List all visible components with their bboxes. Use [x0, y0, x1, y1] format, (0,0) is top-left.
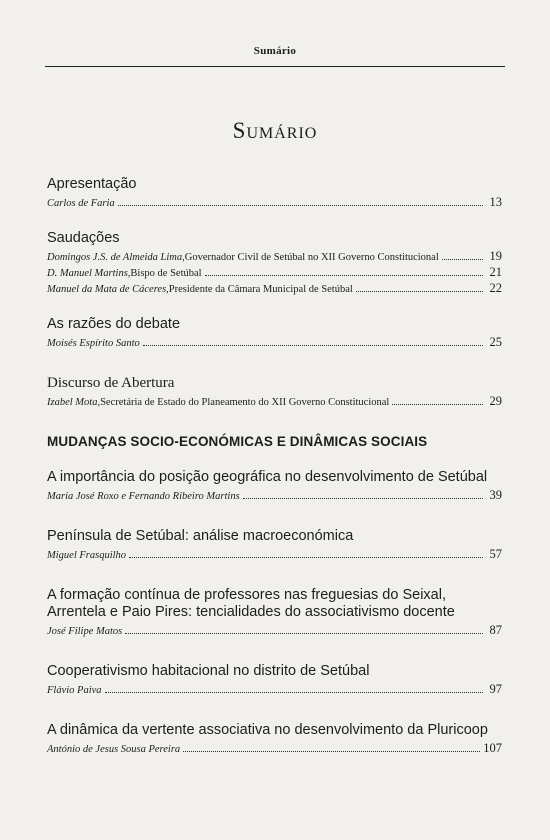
dot-leader	[243, 498, 483, 499]
page-title: Sumário	[232, 118, 318, 143]
entry-author: D. Manuel Martins,	[47, 268, 131, 279]
toc-section	[47, 176, 502, 211]
toc-section	[47, 722, 502, 757]
toc-section	[47, 375, 502, 410]
page-number: 107	[483, 741, 502, 755]
toc-entry[interactable]	[47, 488, 502, 504]
toc-entry[interactable]	[47, 623, 502, 639]
section-heading: Saudações	[47, 230, 120, 246]
header-rule	[45, 66, 505, 67]
toc-entry[interactable]	[47, 394, 502, 410]
entry-author: Carlos de Faria	[47, 198, 115, 209]
toc-entry[interactable]	[47, 335, 502, 351]
page-number: 22	[489, 281, 502, 295]
toc-entry[interactable]	[47, 249, 502, 265]
section-heading: Península de Setúbal: análise macroeconómica	[47, 528, 354, 544]
toc-entry[interactable]	[47, 195, 502, 211]
page-number: 29	[489, 394, 502, 408]
entry-author: Miguel Frasquilho	[47, 550, 127, 561]
part-title: MUDANÇAS SOCIO-ECONÓMICAS E DINÂMICAS SOCIAIS	[47, 434, 428, 449]
toc-entry[interactable]	[47, 281, 502, 297]
toc-entry[interactable]	[47, 741, 502, 757]
page-number: 57	[489, 547, 502, 561]
entry-author: Maria José Roxo e Fernando Ribeiro Martins	[47, 491, 240, 502]
page-number: 97	[489, 682, 502, 696]
page-number: 19	[489, 249, 502, 263]
dot-leader	[356, 291, 483, 292]
dot-leader	[129, 557, 483, 558]
entry-author: Izabel Mota,	[47, 397, 101, 408]
toc-section	[47, 469, 502, 504]
toc-section	[47, 663, 502, 698]
toc-section	[47, 230, 502, 297]
dot-leader	[143, 345, 483, 346]
toc-section	[47, 587, 502, 639]
entry-author: Manuel da Mata de Cáceres,	[47, 284, 169, 295]
entry-author: Moisés Espírito Santo	[47, 338, 140, 349]
table-of-contents	[47, 176, 502, 781]
toc-entry[interactable]	[47, 682, 502, 698]
page-number: 13	[489, 195, 502, 209]
page-number: 21	[489, 265, 502, 279]
entry-author: Flávio Paiva	[47, 685, 102, 696]
dot-leader	[392, 404, 483, 405]
dot-leader	[183, 751, 480, 752]
entry-author: Domingos J.S. de Almeida Lima,	[47, 252, 185, 263]
section-heading: A importância do posição geográfica no desenvolvimento de Setúbal	[47, 469, 488, 485]
section-heading: Cooperativismo habitacional no distrito de Setúbal	[47, 663, 370, 679]
toc-entry[interactable]	[47, 265, 502, 281]
entry-author: José Filipe Matos	[47, 626, 123, 637]
entry-description: Governador Civil de Setúbal no XII Governo Constitucional	[184, 252, 439, 263]
entry-description: Bispo de Setúbal	[130, 268, 202, 279]
entry-description: Presidente da Câmara Municipal de Setúbal	[168, 284, 353, 295]
page-number: 39	[489, 488, 502, 502]
section-heading: Discurso de Abertura	[47, 375, 175, 391]
toc-entry[interactable]	[47, 547, 502, 563]
dot-leader	[125, 633, 483, 634]
dot-leader	[118, 205, 483, 206]
entry-description: Secretária de Estado do Planeamento do XII Governo Constitucional	[100, 397, 390, 408]
toc-section	[47, 316, 502, 351]
dot-leader	[442, 259, 483, 260]
running-head: Sumário	[253, 45, 297, 57]
entry-author: António de Jesus Sousa Pereira	[47, 744, 181, 755]
dot-leader	[205, 275, 483, 276]
page-number: 25	[489, 335, 502, 349]
section-heading: A formação contínua de professores nas freguesias do Seixal, Arrentela e Paio Pires: tencialidades do associativismo docente	[47, 587, 455, 620]
section-heading: As razões do debate	[47, 316, 181, 332]
dot-leader	[105, 692, 483, 693]
section-heading: Apresentação	[47, 176, 137, 192]
page-number: 87	[489, 623, 502, 637]
toc-section	[47, 528, 502, 563]
section-heading: A dinâmica da vertente associativa no desenvolvimento da Pluricoop	[47, 722, 488, 738]
